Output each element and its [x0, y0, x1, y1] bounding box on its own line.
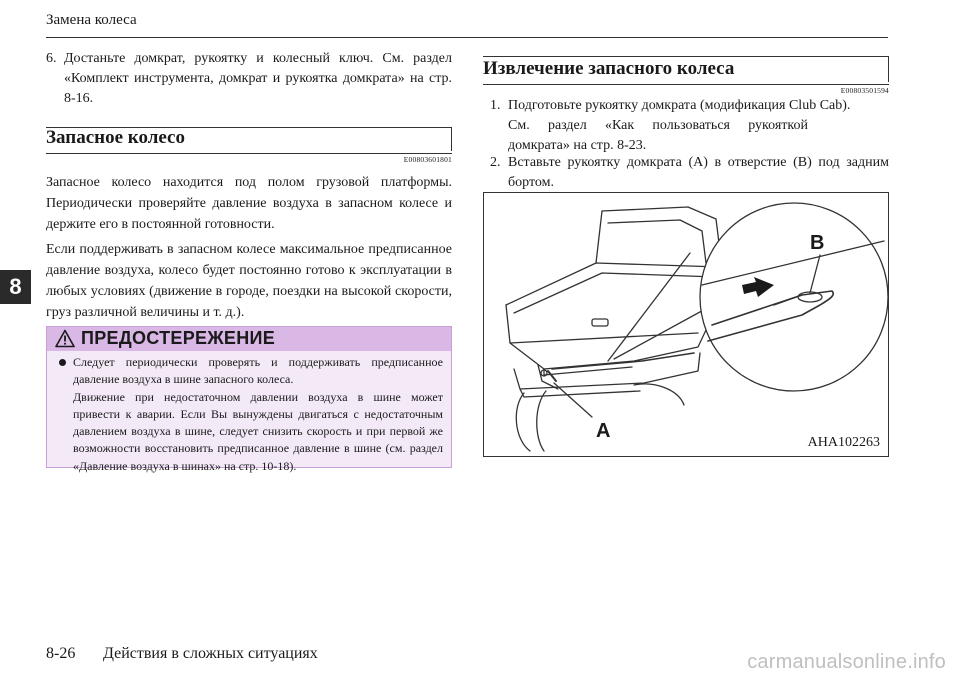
paragraph-2: Если поддерживать в запасном колесе максимальное предписанное давление воздуха, колесо будет постоянно готово к эксплуатации в любых условиях (движение в городе, поездки на высокой скорости, груз различной величины и т. д.). — [46, 242, 452, 320]
chapter-tab: 8 — [0, 270, 31, 304]
truck-rear-illustration — [484, 193, 888, 456]
watermark: carmanualsonline.info — [747, 651, 946, 673]
figure-label-b: B — [810, 232, 825, 254]
warning-text-2: Движение при недостаточном давлении воздуха в шине может привести к аварии. Если Вы вынуждены двигаться с недостаточным давлением воздуха в шине, следует снизить скорость и при первой же возможности восстановить предписанное давление в шине (см. раздел «Давление воздуха в шинах» на стр. 10-18). — [73, 389, 443, 473]
warning-text — [73, 354, 443, 475]
step-number: 2. — [490, 155, 501, 170]
warning-triangle-icon — [55, 329, 75, 348]
section-rule-bottom — [46, 153, 452, 154]
step-1 — [490, 96, 889, 156]
step-text: Достаньте домкрат, рукоятку и колесный ключ. См. раздел «Комплект инструмента, домкрат и рукоятка домкрата» на стр. 8-16. — [64, 51, 452, 106]
step-text: Вставьте рукоятку домкрата (A) в отверстие (B) под задним бортом. — [508, 155, 889, 190]
section-title-spare-removal: Извлечение запасного колеса — [483, 58, 735, 79]
step-6 — [46, 49, 452, 109]
section-code: E00803601801 — [403, 155, 452, 164]
section-rule-top-right — [483, 56, 889, 57]
figure-label-a: A — [596, 420, 611, 442]
step-text: Подготовьте рукоятку домкрата (модификация Club Cab). — [508, 98, 851, 113]
warning-title: ПРЕДОСТЕРЕЖЕНИЕ — [81, 328, 276, 348]
step-number: 1. — [490, 98, 501, 113]
warning-body — [47, 351, 451, 473]
step-number: 6. — [46, 51, 57, 66]
footer-page-number: 8-26 — [46, 645, 76, 662]
paragraph-1: Запасное колесо находится под полом грузовой платформы. Периодически проверяйте давление воздуха в запасном колесе и держите его в постоянной готовности. — [46, 175, 452, 232]
warning-text-1: Следует периодически проверять и поддерживать предписанное давление воздуха в шине запасного колеса. — [73, 355, 443, 387]
header-divider — [46, 37, 888, 38]
footer-chapter-title: Действия в сложных ситуациях — [103, 645, 318, 662]
section-code-right: E00803501594 — [840, 86, 889, 95]
step-reference: См. раздел «Как пользоваться рукояткой домкрата» на стр. 8-23. — [508, 118, 808, 153]
warning-header — [47, 327, 451, 351]
section-title-spare-wheel: Запасное колесо — [46, 127, 185, 148]
section-rule-vertical — [451, 127, 452, 151]
bullet-icon — [59, 359, 66, 366]
warning-box — [46, 326, 452, 473]
section-rule-bottom-right — [483, 84, 889, 85]
figure-jack-handle-insertion — [483, 192, 889, 457]
section-rule-vertical-right — [888, 56, 889, 82]
step-2 — [490, 153, 889, 193]
page-header-title: Замена колеса — [46, 12, 137, 28]
figure-code: AHA102263 — [807, 435, 880, 450]
